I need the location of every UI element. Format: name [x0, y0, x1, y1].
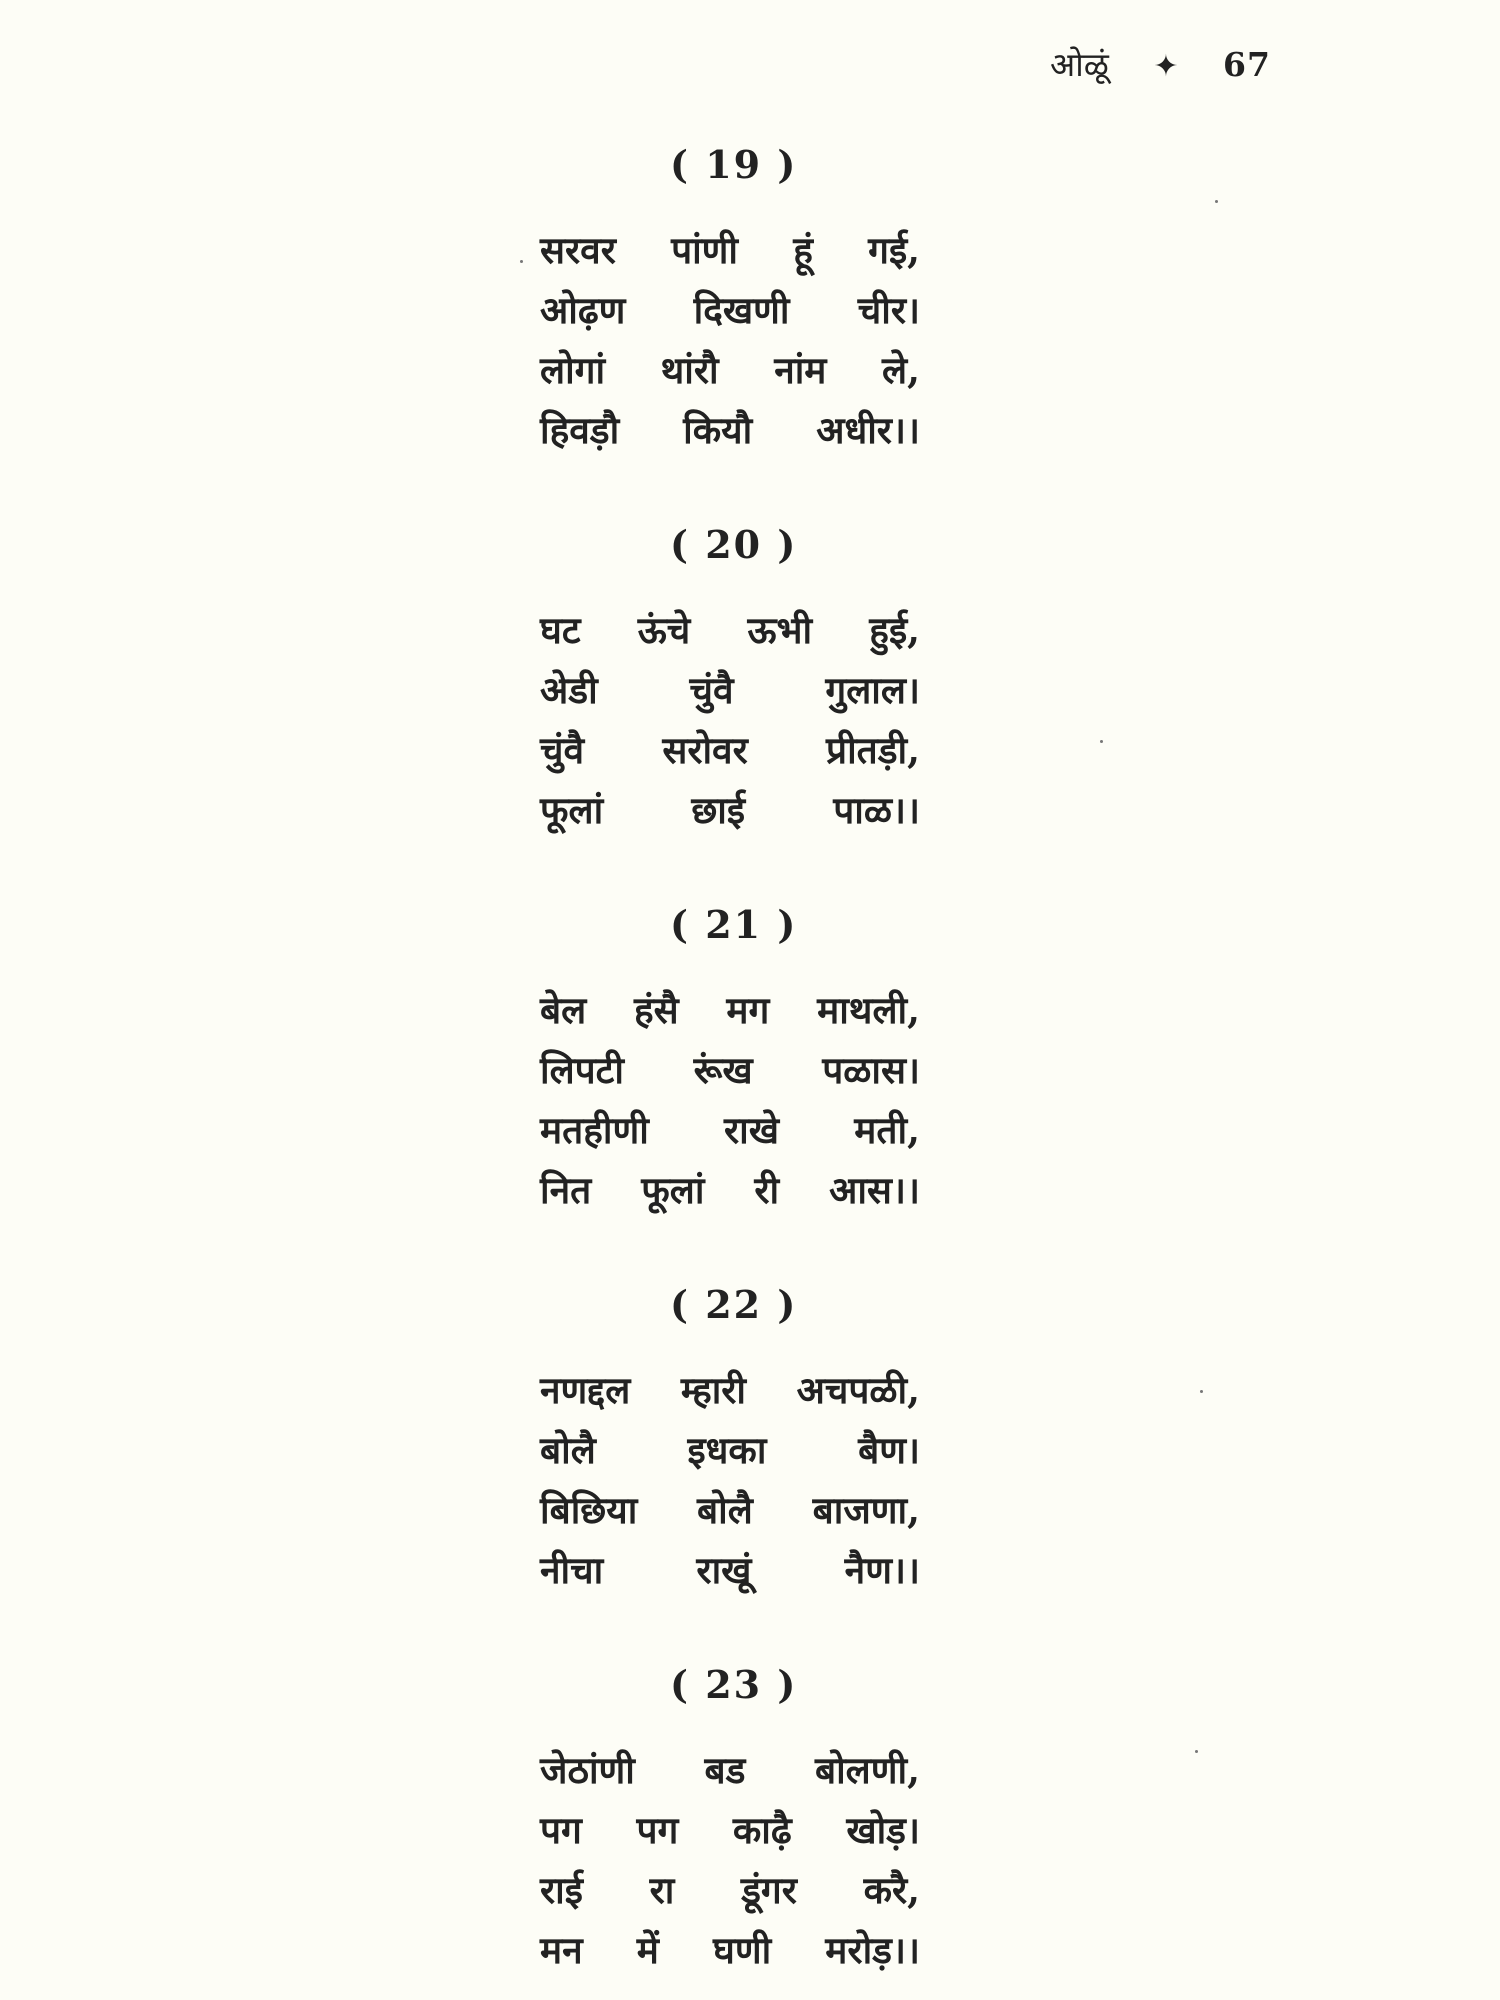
stanza-number: ( 23 ): [670, 1662, 798, 1707]
verse-line: राई रा डूंगर करै,: [540, 1868, 920, 1912]
verse-line: लिपटी रूंख पळास।: [540, 1048, 920, 1092]
verse-line: लोगां थांरौ नांम ले,: [540, 348, 920, 392]
stanza-number: ( 22 ): [670, 1282, 798, 1327]
verse-line: फूलां छाई पाळ।।: [540, 788, 920, 832]
verse-line: ओढ़ण दिखणी चीर।: [540, 288, 920, 332]
verse-line: अेडी चुंवै गुलाल।: [540, 668, 920, 712]
star-ornament-icon: ✦: [1153, 49, 1179, 84]
verse-line: चुंवै सरोवर प्रीतड़ी,: [540, 728, 920, 772]
verse-line: बेल हंसै मग माथली,: [540, 988, 920, 1032]
scan-speck: [520, 260, 523, 263]
verse-line: हिवड़ौ कियौ अधीर।।: [540, 408, 920, 452]
stanza-number: ( 19 ): [670, 142, 798, 187]
scan-speck: [1200, 1390, 1203, 1393]
verse-line: बिछिया बोलै बाजणा,: [540, 1488, 920, 1532]
verse-line: मन में घणी मरोड़।।: [540, 1928, 920, 1972]
scan-speck: [1215, 200, 1218, 203]
running-head: [1050, 40, 1310, 90]
verse-line: पग पग काढ़ै खोड़।: [540, 1808, 920, 1852]
page-number: 67: [1222, 45, 1271, 84]
verse-line: घट ऊंचे ऊभी हुई,: [540, 608, 920, 652]
scan-speck: [1195, 1750, 1198, 1753]
verse-line: मतहीणी राखे मती,: [540, 1108, 920, 1152]
verse-line: नणद्दल म्हारी अचपळी,: [540, 1368, 920, 1412]
stanza-number: ( 21 ): [670, 902, 798, 947]
stanza-number: ( 20 ): [670, 522, 798, 567]
verse-line: नित फूलां री आस।।: [540, 1168, 920, 1212]
verse-line: सरवर पांणी हूं गई,: [540, 228, 920, 272]
verse-line: बोलै इधका बैण।: [540, 1428, 920, 1472]
verse-line: नीचा राखूं नैण।।: [540, 1548, 920, 1592]
running-head-title: ओळूं: [1050, 45, 1109, 84]
verse-line: जेठांणी बड बोलणी,: [540, 1748, 920, 1792]
scan-speck: [1100, 740, 1103, 743]
